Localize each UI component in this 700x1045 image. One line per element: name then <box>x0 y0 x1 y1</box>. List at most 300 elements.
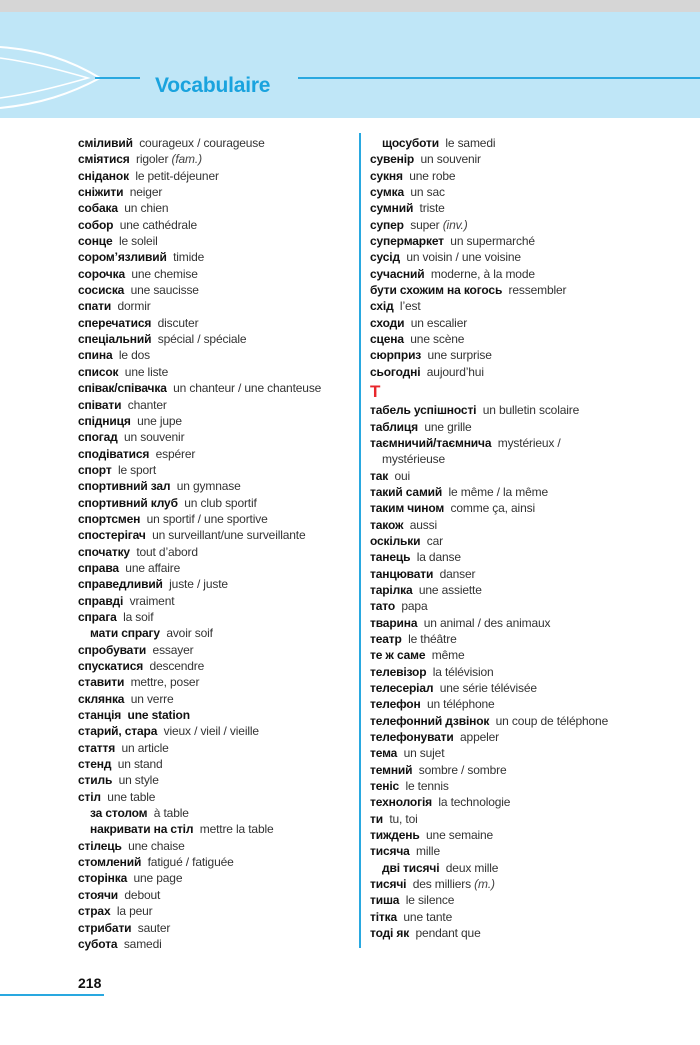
ukrainian-word: співак/співачка <box>78 381 167 396</box>
ukrainian-word: список <box>78 364 119 379</box>
ukrainian-word: субота <box>78 936 118 951</box>
ukrainian-word: таким чином <box>370 501 445 516</box>
ukrainian-word: тварина <box>370 615 418 630</box>
vocabulary-entry <box>78 756 378 772</box>
vocabulary-entry <box>370 843 670 859</box>
letter-heading: Т <box>370 382 381 402</box>
ukrainian-word: старий, стара <box>78 724 158 739</box>
ukrainian-word: співати <box>78 397 122 412</box>
french-translation: essayer <box>152 642 194 657</box>
vocabulary-entry <box>370 347 670 363</box>
ukrainian-word: сучасний <box>370 266 425 281</box>
french-translation: une surprise <box>427 348 492 363</box>
ukrainian-word: тиждень <box>370 828 420 843</box>
vocabulary-entry <box>370 696 670 712</box>
vocabulary-entry <box>370 249 670 265</box>
vocabulary-entry <box>78 691 378 707</box>
french-translation: un coup de téléphone <box>495 713 609 728</box>
ukrainian-word: собака <box>78 201 118 216</box>
vocabulary-entry <box>370 435 670 451</box>
ukrainian-word: танцювати <box>370 566 434 581</box>
french-translation: un escalier <box>410 315 468 330</box>
vocabulary-entry <box>370 794 670 810</box>
ukrainian-word: страх <box>78 904 111 919</box>
french-translation: triste <box>419 201 445 216</box>
ukrainian-word: стрибати <box>78 920 132 935</box>
vocabulary-column-left <box>78 135 378 952</box>
vocabulary-entry <box>78 854 378 870</box>
ukrainian-word: сукня <box>370 168 403 183</box>
vocabulary-entry <box>78 135 378 151</box>
ukrainian-word: сорочка <box>78 266 125 281</box>
vocabulary-entry <box>370 419 670 435</box>
vocabulary-entry <box>78 920 378 936</box>
ukrainian-word: схід <box>370 299 394 314</box>
ukrainian-word: спідниця <box>78 413 131 428</box>
vocabulary-entry <box>78 380 378 396</box>
french-translation: courageux / courageuse <box>139 136 265 150</box>
ukrainian-word: сніданок <box>78 168 129 183</box>
vocabulary-entry <box>78 821 378 837</box>
ukrainian-word: сумка <box>370 185 404 200</box>
ukrainian-word: спускатися <box>78 659 144 673</box>
vocabulary-entry <box>78 413 378 429</box>
vocabulary-entry <box>78 838 378 854</box>
french-translation: une tante <box>403 909 453 924</box>
french-translation: juste / juste <box>169 577 228 592</box>
ukrainian-word: щосуботи <box>382 136 439 150</box>
french-translation: une assiette <box>418 582 482 597</box>
vocabulary-entry <box>370 315 670 331</box>
ukrainian-word: також <box>370 517 404 532</box>
vocabulary-entry <box>78 772 378 788</box>
ukrainian-word: табель успішності <box>370 403 477 418</box>
french-translation: fatigué / fatiguée <box>147 855 234 870</box>
vocabulary-column-right <box>370 135 670 942</box>
french-translation: appeler <box>460 730 499 745</box>
ukrainian-word: сюрприз <box>370 348 422 363</box>
top-strip <box>0 0 700 12</box>
french-translation: mystérieuse <box>382 452 446 467</box>
vocabulary-entry <box>370 909 670 925</box>
french-translation: un souvenir <box>124 430 185 445</box>
french-translation: un article <box>121 740 169 755</box>
vocabulary-entry <box>78 298 378 314</box>
french-translation: un sujet <box>403 746 445 761</box>
french-translation: une cathédrale <box>119 217 197 232</box>
french-translation: mille <box>416 844 440 859</box>
french-translation: un souvenir <box>420 152 481 167</box>
ukrainian-word: театр <box>370 631 402 646</box>
french-translation: la technologie <box>438 795 511 810</box>
french-translation: le même / la même <box>448 484 548 499</box>
vocabulary-entry <box>78 560 378 576</box>
vocabulary-entry <box>370 151 670 167</box>
vocabulary-entry <box>78 200 378 216</box>
french-translation: sombre / sombre <box>418 762 507 777</box>
header-band <box>0 12 700 118</box>
french-translation: papa <box>401 599 428 614</box>
ukrainian-word: таблиця <box>370 419 418 434</box>
vocabulary-entry <box>78 233 378 249</box>
vocabulary-entry <box>78 805 378 821</box>
ukrainian-word: тоді як <box>370 926 410 941</box>
french-translation: une liste <box>124 364 169 379</box>
ukrainian-word: ставити <box>78 675 125 690</box>
vocabulary-entry <box>370 484 670 500</box>
vocabulary-entry <box>78 707 378 723</box>
vocabulary-entry <box>78 347 378 363</box>
french-translation: des milliers <box>412 877 471 892</box>
column-divider <box>359 133 361 948</box>
french-translation: le silence <box>405 893 455 908</box>
ukrainian-word: стоячи <box>78 887 119 902</box>
vocabulary-entry <box>78 936 378 952</box>
ukrainian-word: сьогодні <box>370 364 421 379</box>
french-translation: une station <box>127 708 190 723</box>
vocabulary-entry <box>78 511 378 527</box>
french-translation: un chien <box>124 201 169 216</box>
ukrainian-word: технологія <box>370 795 432 810</box>
vocabulary-entry <box>78 168 378 184</box>
vocabulary-entry <box>78 740 378 756</box>
vocabulary-entry <box>370 925 670 941</box>
french-translation: une chemise <box>131 266 198 281</box>
ukrainian-word: тато <box>370 599 395 614</box>
french-translation: moderne, à la mode <box>430 266 535 281</box>
french-translation: rigoler <box>136 152 169 167</box>
vocabulary-entry <box>78 544 378 560</box>
ukrainian-word: темний <box>370 762 413 777</box>
vocabulary-entry <box>78 903 378 919</box>
ukrainian-word: спостерігач <box>78 528 146 543</box>
ukrainian-word: сподіватися <box>78 446 150 461</box>
ukrainian-word: сумний <box>370 201 414 216</box>
ukrainian-word: сторінка <box>78 871 128 886</box>
ukrainian-word: стомлений <box>78 855 142 870</box>
ukrainian-word: спрага <box>78 609 117 624</box>
ukrainian-word: супермаркет <box>370 234 444 249</box>
ukrainian-word: сонце <box>78 234 113 249</box>
vocabulary-entry <box>78 576 378 592</box>
french-translation: un verre <box>130 691 174 706</box>
ukrainian-word: таємничий/таємнича <box>370 435 492 450</box>
ukrainian-word: ти <box>370 811 383 826</box>
vocabulary-entry <box>370 298 670 314</box>
french-translation: vieux / vieil / vieille <box>163 724 259 739</box>
vocabulary-entry <box>370 566 670 582</box>
french-translation: la soif <box>123 609 154 624</box>
french-translation: danser <box>439 566 476 581</box>
french-translation: une chaise <box>128 838 185 853</box>
ukrainian-word: оскільки <box>370 533 421 548</box>
ukrainian-word: сміятися <box>78 152 130 167</box>
ukrainian-word: супер <box>370 217 404 232</box>
ukrainian-word: сніжити <box>78 185 124 200</box>
ukrainian-word: бути схожим на когось <box>370 283 503 298</box>
vocabulary-entry <box>370 549 670 565</box>
ukrainian-word: спати <box>78 299 112 314</box>
vocabulary-entry <box>370 364 670 380</box>
ukrainian-word: спорт <box>78 462 112 477</box>
vocabulary-entry <box>78 887 378 903</box>
french-translation: le tennis <box>405 779 449 794</box>
french-translation: le samedi <box>445 136 496 150</box>
french-translation: tout d’abord <box>136 544 198 559</box>
french-translation: une robe <box>409 168 456 183</box>
vocabulary-entry <box>370 233 670 249</box>
vocabulary-entry <box>78 527 378 543</box>
grammar-note: (inv.) <box>442 217 468 232</box>
french-translation: espérer <box>155 446 196 461</box>
french-translation: un gymnase <box>176 479 241 494</box>
french-translation: aussi <box>409 517 437 532</box>
french-translation: debout <box>124 887 161 902</box>
vocabulary-entry <box>370 680 670 696</box>
ukrainian-word: справедливий <box>78 577 163 592</box>
french-translation: mettre la table <box>199 822 274 837</box>
vocabulary-entry <box>78 674 378 690</box>
footer-line <box>0 994 104 996</box>
french-translation: un bulletin scolaire <box>482 403 580 418</box>
vocabulary-entry <box>78 658 378 674</box>
ukrainian-word: стенд <box>78 757 112 772</box>
french-translation: la télévision <box>432 664 494 679</box>
ukrainian-word: телевізор <box>370 664 427 679</box>
vocabulary-entry <box>370 200 670 216</box>
french-translation: sauter <box>137 920 171 935</box>
ukrainian-word: спортивний зал <box>78 479 171 494</box>
french-translation: super <box>410 217 440 232</box>
ukrainian-word: станція <box>78 708 122 723</box>
ukrainian-word: стіл <box>78 789 101 804</box>
french-translation: un téléphone <box>426 697 495 712</box>
ukrainian-word: тема <box>370 746 398 761</box>
page-number: 218 <box>78 975 102 991</box>
french-translation: une table <box>107 789 156 804</box>
vocabulary-entry <box>370 664 670 680</box>
vocabulary-entry <box>78 462 378 478</box>
vocabulary-entry <box>370 517 670 533</box>
grammar-note: (m.) <box>474 877 495 892</box>
french-translation: avoir soif <box>166 626 213 641</box>
vocabulary-entry <box>78 429 378 445</box>
french-translation: comme ça, ainsi <box>450 501 535 516</box>
vocabulary-entry <box>370 713 670 729</box>
french-translation: un supermarché <box>450 234 535 249</box>
french-translation: un chanteur / une chanteuse <box>173 381 322 396</box>
ukrainian-word: сувенір <box>370 152 415 167</box>
ukrainian-word: накривати на стіл <box>90 822 194 837</box>
vocabulary-entry <box>78 478 378 494</box>
ukrainian-word: спина <box>78 348 113 363</box>
french-translation: une série télévisée <box>439 681 537 695</box>
ukrainian-word: тарілка <box>370 582 413 597</box>
french-translation: tu, toi <box>389 811 418 826</box>
ukrainian-word: теніс <box>370 779 400 794</box>
french-translation: le petit-déjeuner <box>135 168 219 183</box>
ukrainian-word: телефонувати <box>370 730 454 745</box>
ukrainian-word: телесеріал <box>370 681 434 695</box>
french-translation: une jupe <box>137 413 182 428</box>
vocabulary-entry <box>78 315 378 331</box>
vocabulary-entry <box>370 631 670 647</box>
vocabulary-entry <box>78 625 378 641</box>
vocabulary-entry <box>78 642 378 658</box>
ukrainian-word: справді <box>78 593 124 608</box>
vocabulary-entry <box>370 892 670 908</box>
french-translation: aujourd’hui <box>426 364 484 379</box>
french-translation: à table <box>153 806 189 821</box>
grammar-note: (fam.) <box>171 152 202 167</box>
vocabulary-entry <box>370 582 670 598</box>
ukrainian-word: спортсмен <box>78 511 141 526</box>
french-translation: samedi <box>123 936 162 951</box>
french-translation: spécial / spéciale <box>157 332 247 347</box>
ukrainian-word: спробувати <box>78 642 147 657</box>
vocabulary-entry <box>370 266 670 282</box>
vocabulary-entry <box>78 331 378 347</box>
ukrainian-word: спеціальний <box>78 332 152 347</box>
vocabulary-entry <box>370 402 670 418</box>
french-translation: la peur <box>116 904 153 919</box>
ukrainian-word: мати спрагу <box>90 626 160 641</box>
french-translation: un style <box>118 773 159 788</box>
ukrainian-word: справа <box>78 560 119 575</box>
french-translation: un sportif / une sportive <box>146 511 268 526</box>
vocabulary-entry <box>78 723 378 739</box>
ukrainian-word: дві тисячі <box>382 860 440 875</box>
vocabulary-entry <box>78 364 378 380</box>
french-translation: un animal / des animaux <box>423 615 551 630</box>
vocabulary-entry <box>78 446 378 462</box>
page-title: Vocabulaire <box>155 74 271 97</box>
french-translation: timide <box>173 250 205 265</box>
ukrainian-word: стиль <box>78 773 113 788</box>
vocabulary-entry <box>78 184 378 200</box>
ukrainian-word: стілець <box>78 838 122 853</box>
vocabulary-entry <box>78 495 378 511</box>
french-translation: oui <box>394 468 411 483</box>
french-translation: mettre, poser <box>130 675 200 690</box>
vocabulary-entry <box>370 778 670 794</box>
ukrainian-word: спогад <box>78 430 118 445</box>
ukrainian-word: тисячі <box>370 877 407 892</box>
vocabulary-entry <box>78 870 378 886</box>
french-translation: chanter <box>127 397 167 412</box>
vocabulary-entry <box>370 500 670 516</box>
vocabulary-entry <box>370 729 670 745</box>
french-translation: une semaine <box>426 828 494 843</box>
ukrainian-word: стаття <box>78 740 116 755</box>
french-translation: le dos <box>118 348 150 363</box>
ukrainian-word: такий самий <box>370 484 443 499</box>
ukrainian-word: танець <box>370 550 411 565</box>
vocabulary-entry <box>78 249 378 265</box>
vocabulary-entry <box>78 609 378 625</box>
french-translation: discuter <box>157 315 199 330</box>
french-translation: une scène <box>410 332 465 347</box>
vocabulary-entry <box>370 451 670 467</box>
french-translation: un voisin / une voisine <box>406 250 521 265</box>
vocabulary-entry <box>78 217 378 233</box>
french-translation: l’est <box>399 299 421 314</box>
french-translation: le soleil <box>118 234 158 249</box>
ukrainian-word: спочатку <box>78 544 130 559</box>
ukrainian-word: сходи <box>370 315 405 330</box>
ukrainian-word: собор <box>78 217 114 232</box>
vocabulary-entry <box>370 282 670 298</box>
vocabulary-entry <box>370 615 670 631</box>
french-translation: dormir <box>117 299 151 314</box>
ukrainian-word: те ж саме <box>370 648 426 663</box>
vocabulary-entry <box>78 151 378 167</box>
french-translation: un sac <box>410 185 445 200</box>
french-translation: une page <box>133 871 183 886</box>
ukrainian-word: сцена <box>370 332 404 347</box>
ukrainian-word: спортивний клуб <box>78 495 178 510</box>
french-translation: car <box>426 533 443 548</box>
vocabulary-entry <box>370 468 670 484</box>
ukrainian-word: сміливий <box>78 136 133 150</box>
vocabulary-group-s-continued <box>370 135 670 380</box>
ukrainian-word: телефонний дзвінок <box>370 713 490 728</box>
ukrainian-word: склянка <box>78 691 125 706</box>
french-translation: une affaire <box>125 560 181 575</box>
french-translation: pendant que <box>415 926 481 941</box>
vocabulary-entry <box>370 860 670 876</box>
vocabulary-entry <box>78 282 378 298</box>
ukrainian-word: так <box>370 468 389 483</box>
vocabulary-entry <box>78 593 378 609</box>
french-translation: neiger <box>129 185 163 200</box>
french-translation: même <box>431 648 465 663</box>
french-translation: vraiment <box>129 593 175 608</box>
vocabulary-entry <box>78 397 378 413</box>
french-translation: le sport <box>117 462 157 477</box>
ukrainian-word: тітка <box>370 909 398 924</box>
vocabulary-entry <box>370 168 670 184</box>
french-translation: un surveillant/une surveillante <box>152 528 306 543</box>
ukrainian-word: сосиска <box>78 283 125 298</box>
vocabulary-entry <box>370 217 670 233</box>
ukrainian-word: сором’язливий <box>78 250 167 265</box>
vocabulary-entry <box>78 789 378 805</box>
vocabulary-entry <box>370 647 670 663</box>
vocabulary-entry <box>370 827 670 843</box>
ukrainian-word: телефон <box>370 697 421 712</box>
vocabulary-group-t <box>370 402 670 941</box>
vocabulary-entry <box>370 811 670 827</box>
french-translation: descendre <box>149 659 205 673</box>
french-translation: une grille <box>424 419 472 434</box>
vocabulary-entry <box>370 331 670 347</box>
vocabulary-entry <box>370 762 670 778</box>
french-translation: une saucisse <box>130 283 199 298</box>
french-translation: mystérieux / <box>497 435 561 450</box>
header-wave-decoration <box>0 12 700 118</box>
ukrainian-word: за столом <box>90 806 148 821</box>
french-translation: ressembler <box>508 283 567 298</box>
vocabulary-entry <box>370 876 670 892</box>
ukrainian-word: сусід <box>370 250 400 265</box>
ukrainian-word: тиша <box>370 893 400 908</box>
vocabulary-entry <box>370 745 670 761</box>
vocabulary-entry <box>78 266 378 282</box>
french-translation: deux mille <box>445 860 499 875</box>
vocabulary-entry <box>370 533 670 549</box>
ukrainian-word: сперечатися <box>78 315 152 330</box>
